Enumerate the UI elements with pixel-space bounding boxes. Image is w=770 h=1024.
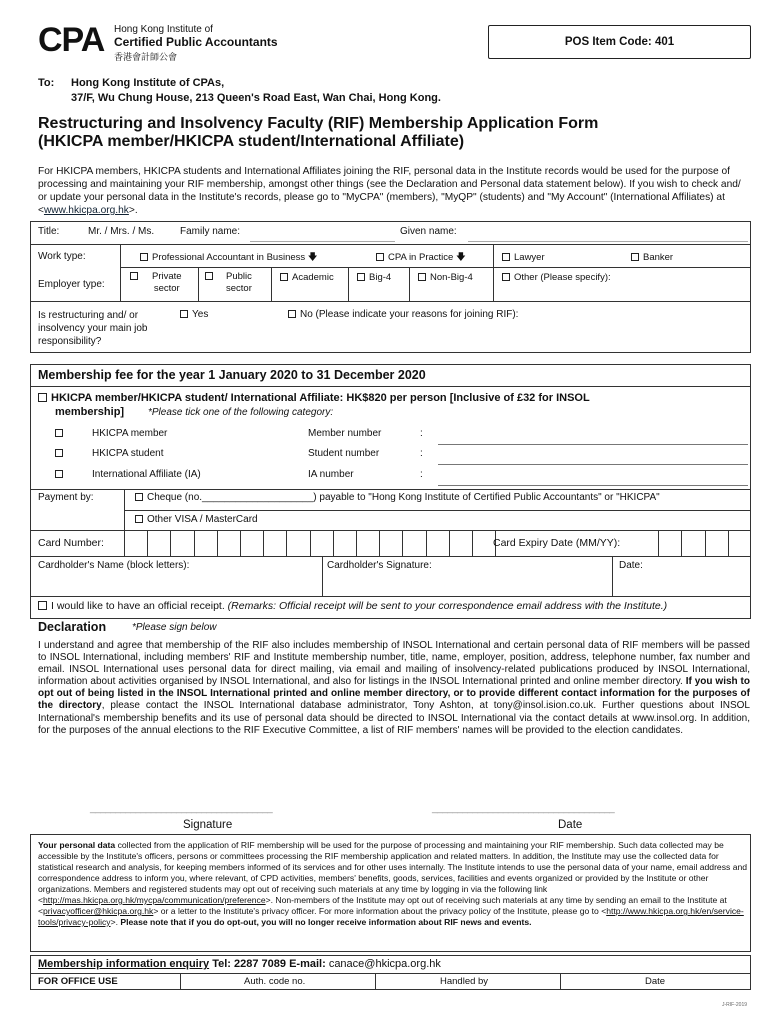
- enquiry-email[interactable]: canace@hkicpa.org.hk: [328, 958, 441, 970]
- privacy-text-2: >. Non-members of the Institute may opt out of receiving such materials at any time by sending an email to the Institute at <: [38, 895, 727, 916]
- logo-cpa-text: CPA: [38, 21, 105, 59]
- private-text: Private: [152, 271, 182, 282]
- employer-type-label: Employer type:: [38, 279, 105, 290]
- hkicpa-logo: [38, 22, 288, 64]
- privacy-lead: Your personal data: [38, 840, 116, 850]
- intro-tail: >.: [128, 205, 138, 216]
- ia-number-field[interactable]: [438, 485, 748, 486]
- date-label: Date: [558, 819, 583, 831]
- family-name-field[interactable]: [250, 241, 395, 242]
- intro-link[interactable]: www.hkicpa.org.hk: [43, 205, 129, 216]
- arrow-down-icon: 🡇: [455, 252, 466, 263]
- address-line-1: Hong Kong Institute of CPAs,: [71, 77, 225, 89]
- member-number-field[interactable]: [438, 444, 748, 445]
- nonbig4-option[interactable]: [418, 272, 473, 284]
- card-cell-divider: [333, 530, 334, 556]
- cardholder-signature-label: Cardholder's Signature:: [327, 560, 432, 571]
- colon: :: [420, 448, 423, 459]
- lawyer-label: Lawyer: [514, 252, 545, 263]
- privacy-text-3: > or a letter to the Institute's privacy officer. For more information about the privacy policy of the Institute, please go to <: [153, 906, 607, 916]
- colon: :: [420, 469, 423, 480]
- declaration-text: [38, 640, 750, 737]
- preference-link[interactable]: http://mas.hkicpa.org.hk/mycpa/communication/preference: [43, 895, 266, 905]
- sector-text: sector: [153, 283, 180, 294]
- declaration-tail: , please contact the INSOL International database administrator, Tony Ashton, at tony@insol.ision.co.uk. Further questions about INSOL International's membership benefits and its use of personal data should be directed to INSOL International via the contact details at www.insol.org. In addition, for the purposes of the annual elections to the RIF Executive Committee, a list of RIF members' names will be provided to the election candidates.: [38, 700, 750, 736]
- expiry-cell-divider: [681, 530, 682, 556]
- handled-by-label: Handled by: [440, 976, 489, 987]
- private-sector-label: [152, 271, 182, 295]
- checkbox[interactable]: [55, 449, 63, 457]
- checkbox[interactable]: [280, 273, 288, 281]
- big4-option[interactable]: [357, 272, 391, 284]
- declaration-opt-out: If you wish to opt out of being listed in the INSOL International printed and online member directory, or to provide different contact information for the purposes of the directory: [38, 676, 750, 712]
- restructuring-question: Is restructuring and/ or insolvency your main job responsibility?: [38, 310, 148, 347]
- visa-option[interactable]: [135, 514, 258, 526]
- privacy-text-4: >.: [110, 917, 118, 927]
- receipt-remarks: (Remarks: Official receipt will be sent to your correspondence email address with the Institute.): [227, 600, 668, 612]
- fee-heading: Membership fee for the year 1 January 2020 to 31 December 2020: [38, 368, 426, 382]
- fee-option[interactable]: [38, 392, 590, 404]
- checkbox[interactable]: [55, 429, 63, 437]
- card-cell-divider: [286, 530, 287, 556]
- card-cell-divider: [170, 530, 171, 556]
- receipt-option[interactable]: [38, 600, 667, 612]
- privacy-text: collected from the application of RIF membership will be used for the purpose of processing and maintaining your RIF membership. Such data collected may be accessible by the Institute's officers, persons or committees processing the RIF membership application and related matters. In addition, the Institute may use the collected data for statistical research and analysis, for keeping members informed of its services and for other uses internally. The Institute intends to use the personal data of your name, email address and correspondence address to inform you, where relevant, of CPD activities, members' benefits, goods, services, facilities and events organized or provided by the Institute or other organizations. Members and registered students may opt out of receiving such materials at any time by logging in via the following link <: [38, 840, 748, 905]
- card-cell-divider: [356, 530, 357, 556]
- enquiry-email-label: E-mail:: [289, 958, 326, 970]
- prof-acct-option[interactable]: [140, 252, 318, 264]
- checkbox[interactable]: [135, 515, 143, 523]
- given-name-label: Given name:: [400, 226, 457, 237]
- checkbox[interactable]: [130, 272, 138, 280]
- checkbox[interactable]: [502, 253, 510, 261]
- banker-label: Banker: [643, 252, 674, 263]
- cat1-option[interactable]: [55, 428, 67, 440]
- checkbox[interactable]: [418, 273, 426, 281]
- declaration-note: *Please sign below: [132, 622, 217, 633]
- fee-line-2: membership]: [55, 406, 125, 418]
- date-line[interactable]: ____________________________________: [432, 803, 615, 814]
- expiry-cell-divider: [728, 530, 729, 556]
- private-sector-option[interactable]: [130, 271, 142, 283]
- privacy-statement: [38, 840, 750, 928]
- expiry-cell-divider: [705, 530, 706, 556]
- form-subtitle: (HKICPA member/HKICPA student/International Affiliate): [38, 133, 465, 150]
- checkbox[interactable]: [180, 310, 188, 318]
- fee-note: *Please tick one of the following category:: [148, 407, 334, 418]
- yes-label: Yes: [192, 309, 209, 320]
- academic-option[interactable]: [280, 272, 334, 284]
- student-number-field[interactable]: [438, 464, 748, 465]
- pos-item-code: POS Item Code: 401: [488, 25, 751, 59]
- card-cell-divider: [379, 530, 380, 556]
- cat2-label: HKICPA student: [92, 448, 164, 459]
- card-cell-divider: [147, 530, 148, 556]
- title-options[interactable]: Mr. / Mrs. / Ms.: [88, 226, 155, 237]
- checkbox[interactable]: [55, 470, 63, 478]
- checkbox[interactable]: [631, 253, 639, 261]
- office-date-label: Date: [645, 976, 666, 987]
- cat2-option[interactable]: [55, 448, 67, 460]
- given-name-field[interactable]: [468, 241, 748, 242]
- cat1-label: HKICPA member: [92, 428, 168, 439]
- address-line-2: 37/F, Wu Chung House, 213 Queen's Road East, Wan Chai, Hong Kong.: [71, 92, 441, 104]
- lawyer-option[interactable]: [502, 252, 545, 264]
- yes-option[interactable]: [180, 309, 208, 321]
- student-number-label: Student number: [308, 448, 380, 459]
- checkbox[interactable]: [140, 253, 148, 261]
- signature-line[interactable]: ____________________________________: [90, 803, 273, 814]
- card-cell-divider: [194, 530, 195, 556]
- member-number-label: Member number: [308, 428, 382, 439]
- card-cell-divider: [263, 530, 264, 556]
- auth-code-label: Auth. code no.: [244, 976, 306, 987]
- payment-by-label: Payment by:: [38, 492, 94, 503]
- card-cell-divider: [217, 530, 218, 556]
- expiry-cell-divider: [658, 530, 659, 556]
- sector-text: sector: [226, 283, 252, 294]
- logo-line-2: Certified Public Accountants: [114, 35, 278, 49]
- checkbox[interactable]: [135, 493, 143, 501]
- footer-code: J-RIF-2019: [722, 1002, 748, 1008]
- checkbox[interactable]: [288, 310, 296, 318]
- privacy-email-link[interactable]: privacyofficer@hkicpa.org.hk: [43, 906, 154, 916]
- no-label: No (Please indicate your reasons for joining RIF):: [300, 309, 519, 320]
- enquiry-tel: Tel: 2287 7089: [212, 958, 286, 970]
- form-title: Restructuring and Insolvency Faculty (RIF) Membership Application Form: [38, 115, 599, 132]
- work-type-label: Work type:: [38, 251, 86, 262]
- checkbox[interactable]: [205, 272, 213, 280]
- fee-line-1: HKICPA member/HKICPA student/ International Affiliate: HK$820 per person [Inclusive of £32 for INSOL: [51, 392, 590, 404]
- public-text: Public: [226, 271, 252, 282]
- to-label: To:: [38, 77, 55, 89]
- public-sector-label: [226, 271, 252, 295]
- enquiry-line: [38, 958, 441, 970]
- prof-acct-label: Professional Accountant in Business: [152, 252, 306, 263]
- card-cell-divider: [472, 530, 473, 556]
- ia-number-label: IA number: [308, 469, 354, 480]
- declaration-p1: I understand and agree that membership of the RIF also includes membership of INSOL International and certain personal data of RIF members will be passed to INSOL International, including members' RIF and Institute membership number, title, name, employer, position, address, telephone number, fax number and email. INSOL International uses personal data for direct mailing, via email and mailing of insolvency-related publications produced by INSOL International, information about activities organised by INSOL International, and also for listings in the INSOL International printed and online member directory.: [38, 640, 750, 688]
- checkbox[interactable]: [502, 273, 510, 281]
- title-label: Title:: [38, 226, 60, 237]
- intro-paragraph: [38, 165, 750, 217]
- card-cell-divider: [426, 530, 427, 556]
- card-number-label: Card Number:: [38, 537, 104, 549]
- privacy-opt-out-note: Please note that if you do opt-out, you will no longer receive information about RIF news and events.: [120, 917, 532, 927]
- checkbox[interactable]: [357, 273, 365, 281]
- no-option[interactable]: [288, 309, 518, 321]
- intro-text: For HKICPA members, HKICPA students and International Affiliates joining the RIF, personal data in the Institute records would be used for the purpose of processing and maintaining your RIF membership, amongst other things (see the Declaration and Personal data statement below). If you wish to check and/ or update your personal data in the Institute's records, please go to "MyCPA" (members), "MyQP" (students) and "My Account" (International Affiliates) at <: [38, 166, 741, 216]
- enquiry-label: Membership information enquiry: [38, 958, 210, 970]
- big4-label: Big-4: [369, 272, 392, 283]
- cat3-option[interactable]: [55, 469, 67, 481]
- signature-label: Signature: [183, 819, 233, 831]
- cheque-option[interactable]: [135, 492, 660, 504]
- card-cell-divider: [449, 530, 450, 556]
- card-cell-divider: [124, 530, 125, 556]
- card-cell-divider: [310, 530, 311, 556]
- checkbox[interactable]: [38, 601, 47, 610]
- declaration-heading: Declaration: [38, 620, 107, 634]
- arrow-down-icon: 🡇: [307, 252, 318, 263]
- cat3-label: International Affiliate (IA): [92, 469, 201, 480]
- nonbig4-label: Non-Big-4: [430, 272, 473, 283]
- card-expiry-label: Card Expiry Date (MM/YY):: [493, 537, 621, 549]
- family-name-label: Family name:: [180, 226, 241, 237]
- office-use-label: FOR OFFICE USE: [38, 976, 118, 987]
- cheque-label: Cheque (no.____________________) payable to "Hong Kong Institute of Certified Public Accountants" or "HKICPA": [147, 492, 660, 503]
- academic-label: Academic: [292, 272, 334, 283]
- logo-line-1: Hong Kong Institute of: [114, 24, 213, 35]
- banker-option[interactable]: [631, 252, 673, 264]
- public-sector-option[interactable]: [205, 271, 217, 283]
- visa-label: Other VISA / MasterCard: [147, 514, 258, 525]
- other-option[interactable]: [502, 272, 611, 284]
- privacy-policy-link[interactable]: http://www.hkicpa.org.hk/en/service-tools/privacy-policy: [38, 906, 744, 927]
- cpa-practice-label: CPA in Practice: [388, 252, 454, 263]
- other-label: Other (Please specify):: [514, 272, 611, 283]
- card-cell-divider: [402, 530, 403, 556]
- logo-line-3: 香港會計師公會: [114, 52, 178, 62]
- checkbox[interactable]: [38, 393, 47, 402]
- cardholder-date-label: Date:: [619, 560, 643, 571]
- receipt-text: I would like to have an official receipt.: [51, 600, 225, 612]
- cpa-practice-option[interactable]: [376, 252, 466, 264]
- cardholder-name-label: Cardholder's Name (block letters):: [38, 560, 190, 571]
- colon: :: [420, 428, 423, 439]
- checkbox[interactable]: [376, 253, 384, 261]
- card-cell-divider: [240, 530, 241, 556]
